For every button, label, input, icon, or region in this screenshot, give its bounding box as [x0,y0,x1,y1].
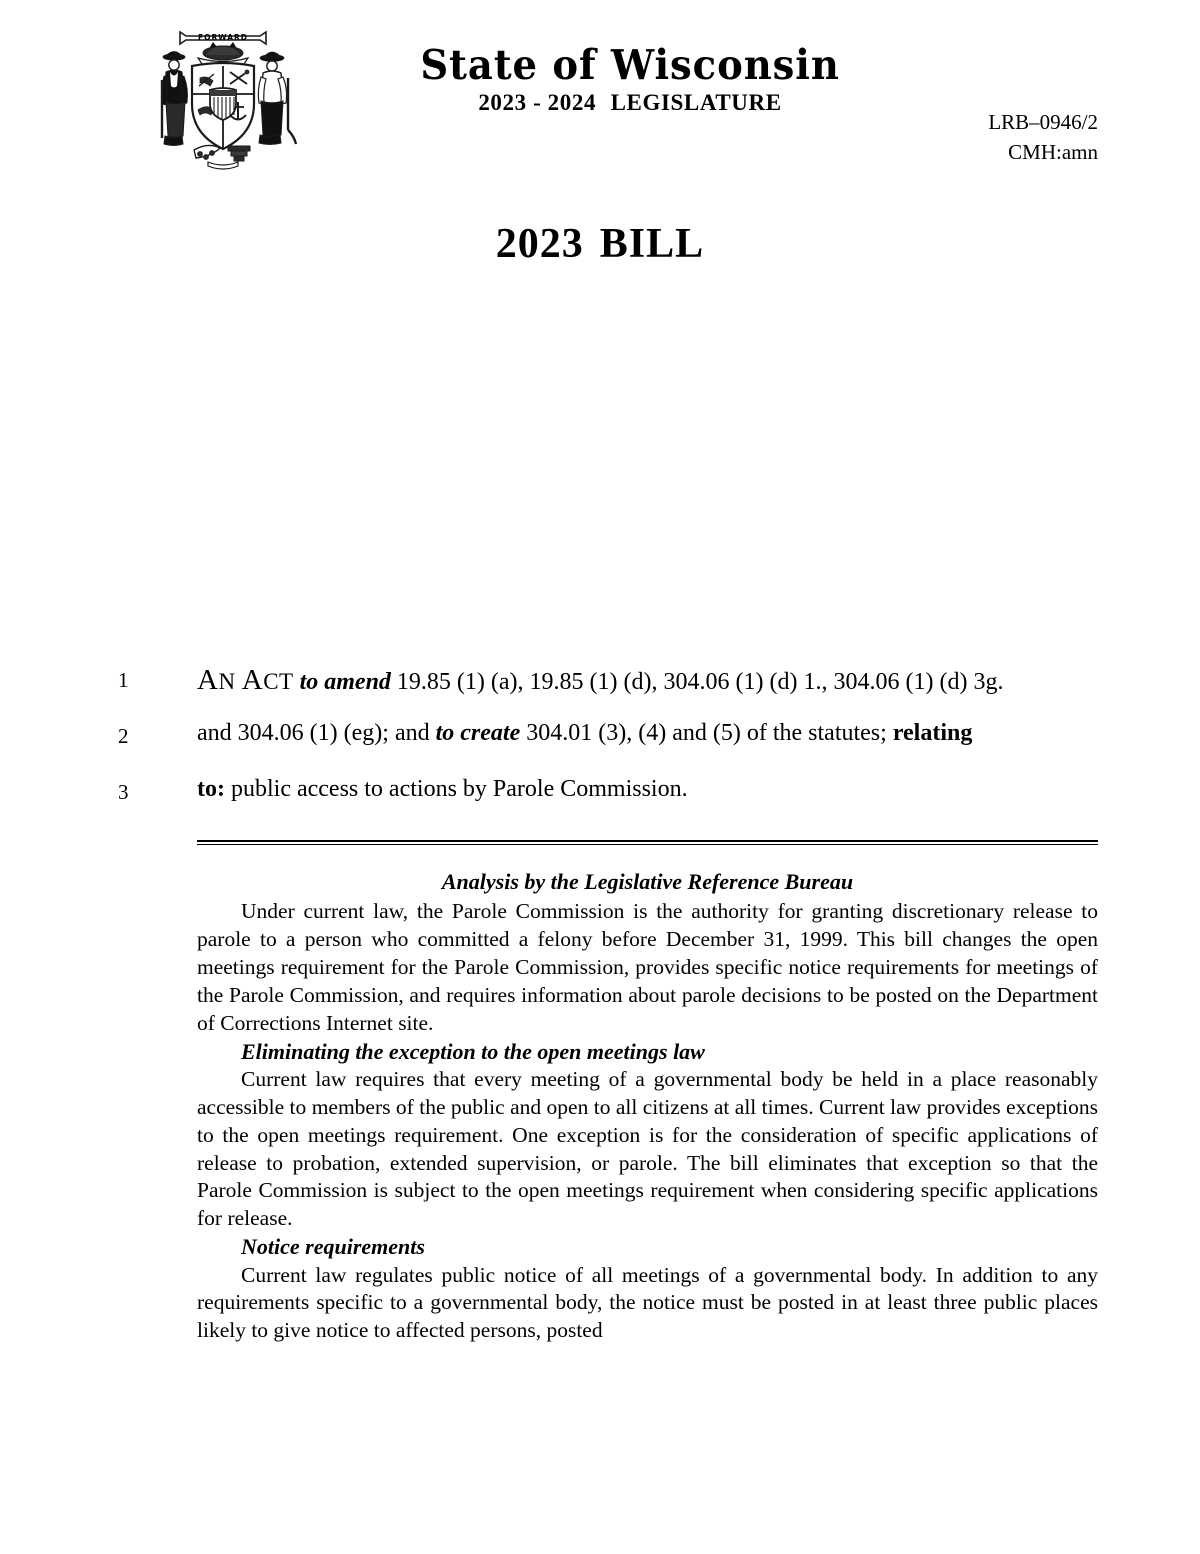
line-number: 1 [118,668,129,692]
relating-to-label: to: [197,776,225,802]
wisconsin-coat-of-arms-icon [148,22,298,177]
bill-title [0,220,1200,268]
section-divider [197,840,1098,845]
act-line-1-text [197,662,1100,699]
analysis-paragraph-3: Current law regulates public notice of all meetings of a governmental body. In addition to any requirements specific to a governmental body, the notice must be posted in at least three public places likely to give notice to affected persons, posted [197,1262,1098,1343]
act-line-3 [0,772,1200,828]
state-title-text: State of Wisconsin [420,41,840,89]
act-line-3-text [197,774,1100,805]
to-amend-label: to amend [299,669,391,695]
act-line-2-text [197,718,1100,749]
line-number: 2 [118,724,129,748]
legislature-line [330,90,930,116]
analysis-paragraph-1: Under current law, the Parole Commission is the authority for granting discretionary release to parole to a person who committed a felony before December 31, 1999. This bill changes the open meetings requirement for the Parole Commission, provides specific notice requirements for meetings of the Parole Commission, and requires information about parole decisions to be posted on the Department of Corrections Internet site. [197,899,1098,1035]
masthead [0,0,1200,190]
legislature-word: LEGISLATURE [610,90,782,115]
svg-text:FORWARD: FORWARD [197,33,249,42]
to-create-label: to create [435,720,521,746]
analysis-section [197,868,1098,1345]
bill-subject: public access to actions by Parole Commission. [230,776,688,802]
lrb-number: LRB–0946/2 [988,110,1098,134]
analysis-paragraph-2: Current law requires that every meeting of a governmental body be held in a place reasonably accessible to members of the public and open to all citizens at all times. Current law provides exceptions to the open meetings requirement. One exception is for the consideration of specific applications of release to probation, extended supervision, or parole. The bill eliminates that exception so that the Parole Commission is subject to the open meetings requirement when considering specific applications for release. [197,1067,1098,1231]
line-number: 3 [118,780,129,804]
analysis-subheading-1: Eliminating the exception to the open meetings law [241,1038,705,1064]
amend-citations: 19.85 (1) (a), 19.85 (1) (d), 304.06 (1) (d) 1., 304.06 (1) (d) 3g. [396,669,1004,695]
bill-year: 2023 [495,221,584,267]
analysis-subheading-2: Notice requirements [241,1234,425,1260]
bill-type: BILL [599,221,705,267]
line2-prefix: and 304.06 (1) (eg); and [197,720,430,746]
drafter-code: CMH:amn [1008,139,1098,164]
act-line-1 [0,660,1200,716]
relating-label: relating [892,720,973,746]
an-act-label: AN ACT [197,664,294,696]
legislature-years: 2023 - 2024 [478,90,597,115]
create-citations: 304.01 (3), (4) and (5) of the statutes; [526,720,887,746]
lrb-identifier-block [988,108,1098,168]
state-title [330,41,930,89]
act-line-2 [0,716,1200,772]
analysis-heading: Analysis by the Legislative Reference Bureau [441,869,854,894]
act-clause [0,660,1200,828]
